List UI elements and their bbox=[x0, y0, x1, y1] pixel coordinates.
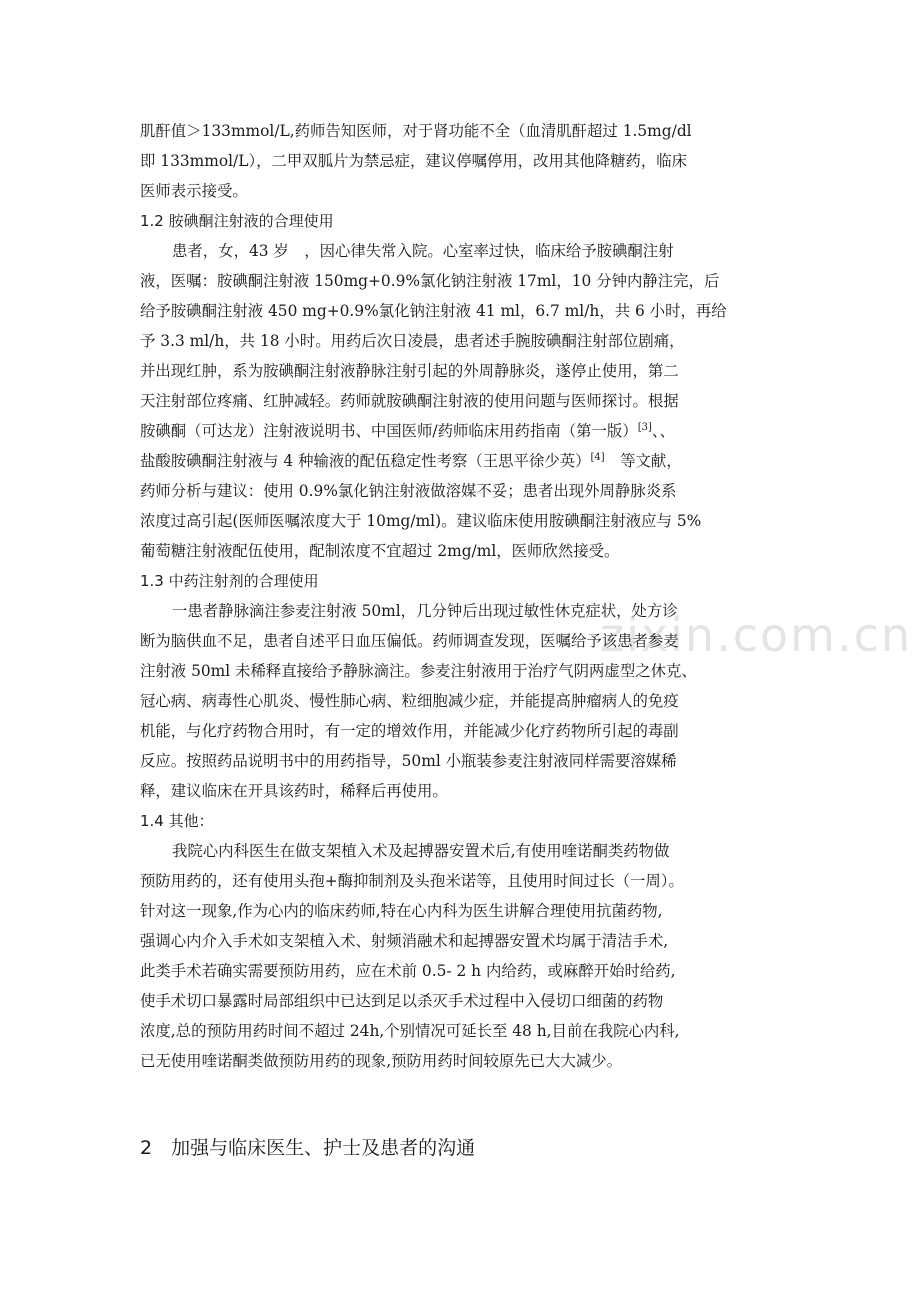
citation-ref-3: [3] bbox=[637, 421, 652, 433]
watermark: zixin.com.cn bbox=[600, 608, 913, 662]
paragraph-line-with-citation bbox=[140, 421, 800, 441]
line-text: 胺碘酮（可达龙）注射液说明书、中国医师/药师临床用药指南（第一版） bbox=[140, 422, 638, 440]
paragraph-line: 释，建议临床在开具该药时，稀释后再使用。 bbox=[140, 782, 448, 800]
paragraph-line: 予 3.3 ml/h，共 18 小时。用药后次日凌晨，患者述手腕胺碘酮注射部位剧痛， bbox=[140, 332, 685, 350]
line-text: 等文献， bbox=[604, 452, 682, 470]
paragraph-line: 医师表示接受。 bbox=[140, 182, 248, 200]
paragraph-line: 针对这一现象,作为心内的临床药师,特在心内科为医生讲解合理使用抗菌药物, bbox=[140, 902, 663, 920]
paragraph-line: 机能，与化疗药物合用时，有一定的增效作用，并能减少化疗药物所引起的毒副 bbox=[140, 722, 679, 740]
paragraph-line: 葡萄糖注射液配伍使用，配制浓度不宜超过 2mg/ml，医师欣然接受。 bbox=[140, 542, 620, 560]
paragraph-line-with-citation bbox=[140, 451, 800, 471]
paragraph-line: 患者，女，43 岁 ，因心律失常入院。心室率过快，临床给予胺碘酮注射 bbox=[172, 242, 674, 260]
paragraph-line: 并出现红肿，系为胺碘酮注射液静脉注射引起的外周静脉炎，遂停止使用，第二 bbox=[140, 362, 679, 380]
paragraph-line: 浓度过高引起(医师医嘱浓度大于 10mg/ml)。建议临床使用胺碘酮注射液应与 5% bbox=[140, 512, 702, 530]
line-text: 盐酸胺碘酮注射液与 4 种输液的配伍稳定性考察（王思平徐少英） bbox=[140, 452, 591, 470]
paragraph-line: 注射液 50ml 未稀释直接给予静脉滴注。参麦注射液用于治疗气阴两虚型之休克、 bbox=[140, 662, 697, 680]
paragraph-line: 我院心内科医生在做支架植入术及起搏器安置术后,有使用喹诺酮类药物做 bbox=[172, 842, 670, 860]
paragraph-line: 冠心病、病毒性心肌炎、慢性肺心病、粒细胞减少症，并能提高肿瘤病人的免疫 bbox=[140, 692, 679, 710]
paragraph-line: 一患者静脉滴注参麦注射液 50ml，几分钟后出现过敏性休克症状，处方诊 bbox=[172, 602, 678, 620]
paragraph-line: 反应。按照药品说明书中的用药指导，50ml 小瓶装参麦注射液同样需要溶媒稀 bbox=[140, 752, 677, 770]
paragraph-line: 给予胺碘酮注射液 450 mg+0.9%氯化钠注射液 41 ml，6.7 ml/h，共 6 小时，再给 bbox=[140, 302, 727, 320]
line-text: 、、 bbox=[651, 422, 675, 440]
paragraph-line: 药师分析与建议：使用 0.9%氯化钠注射液做溶媒不妥；患者出现外周静脉炎系 bbox=[140, 482, 677, 500]
paragraph-line: 即 133mmol/L），二甲双胍片为禁忌症，建议停嘱停用，改用其他降糖药，临床 bbox=[140, 152, 688, 170]
paragraph-line: 液，医嘱：胺碘酮注射液 150mg+0.9%氯化钠注射液 17ml，10 分钟内静注完，后 bbox=[140, 272, 720, 290]
paragraph-line: 断为脑供血不足，患者自述平日血压偏低。药师调查发现，医嘱给予该患者参麦 bbox=[140, 632, 679, 650]
section-heading-1-3: 1.3 中药注射剂的合理使用 bbox=[140, 572, 319, 590]
section-heading-1-2: 1.2 胺碘酮注射液的合理使用 bbox=[140, 212, 334, 230]
paragraph-line: 已无使用喹诺酮类做预防用药的现象,预防用药时间较原先已大大减少。 bbox=[140, 1052, 623, 1070]
paragraph-line: 预防用药的，还有使用头孢+酶抑制剂及头孢米诺等，且使用时间过长（一周）。 bbox=[140, 872, 684, 890]
paragraph-line: 天注射部位疼痛、红肿减轻。药师就胺碘酮注射液的使用问题与医师探讨。根据 bbox=[140, 392, 679, 410]
paragraph-line: 使手术切口暴露时局部组织中已达到足以杀灭手术过程中入侵切口细菌的药物 bbox=[140, 992, 664, 1010]
paragraph-line: 浓度,总的预防用药时间不超过 24h,个别情况可延长至 48 h,目前在我院心内科, bbox=[140, 1022, 680, 1040]
paragraph-line: 强调心内介入手术如支架植入术、射频消融术和起搏器安置术均属于清洁手术, bbox=[140, 932, 669, 950]
section-heading-1-4: 1.4 其他： bbox=[140, 812, 214, 830]
paragraph-line: 此类手术若确实需要预防用药，应在术前 0.5- 2 h 内给药，或麻醉开始时给药, bbox=[140, 962, 676, 980]
paragraph-line: 肌酐值＞133mmol/L,药师告知医师，对于肾功能不全（血清肌酐超过 1.5mg/dl bbox=[140, 122, 692, 140]
section-heading-2: 2 加强与临床医生、护士及患者的沟通 bbox=[140, 1137, 476, 1159]
citation-ref-4: [4] bbox=[590, 451, 605, 463]
